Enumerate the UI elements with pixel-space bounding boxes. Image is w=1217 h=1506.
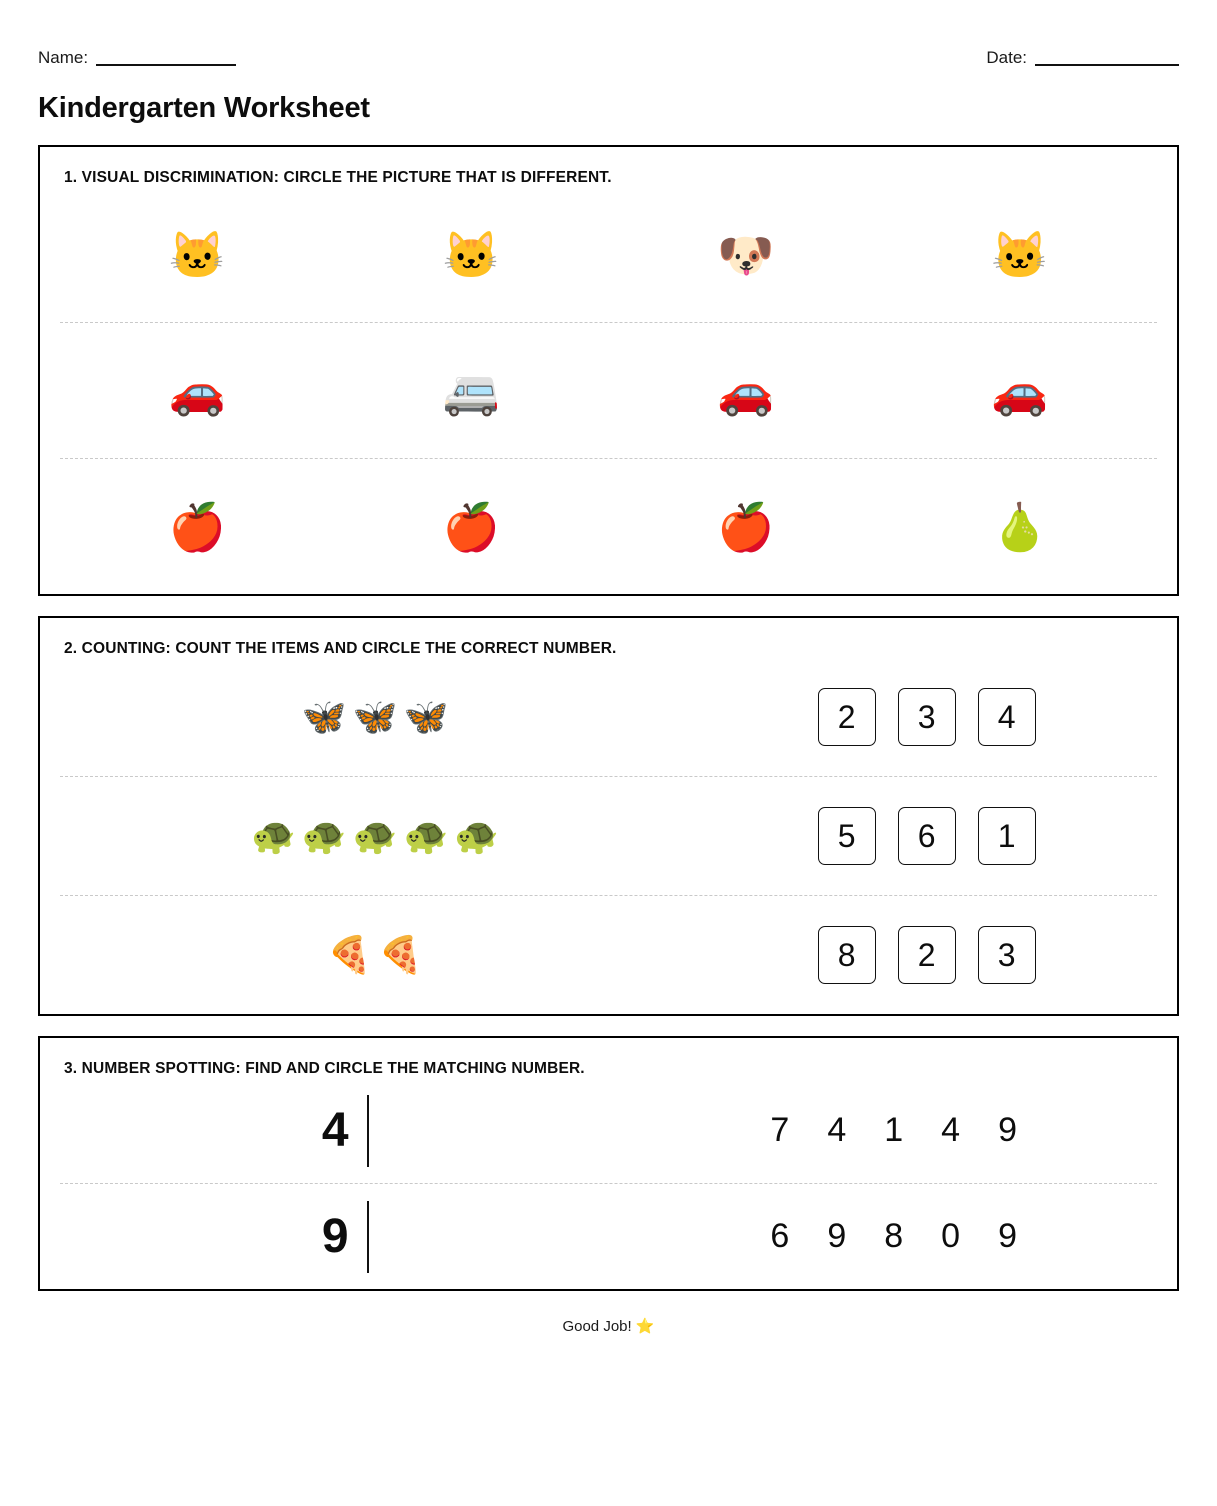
name-field-group: [38, 49, 236, 66]
counting-options: [696, 926, 1157, 984]
apple-icon[interactable]: 🍎: [168, 500, 226, 553]
name-date-row: [38, 0, 1179, 66]
footer: [38, 1291, 1179, 1335]
count-option-button[interactable]: 4: [978, 688, 1036, 746]
count-option-button[interactable]: 2: [898, 926, 956, 984]
target-number-group: [60, 1201, 630, 1273]
vd-row: [60, 322, 1157, 458]
car-icon[interactable]: 🚗: [168, 364, 226, 417]
cat-face-icon[interactable]: 🐱: [991, 228, 1049, 281]
counting-options: [696, 688, 1157, 746]
section-2-title: 2. COUNTING: COUNT THE ITEMS AND CIRCLE THE CORRECT NUMBER.: [64, 640, 617, 657]
count-option-button[interactable]: 2: [818, 688, 876, 746]
count-option-button[interactable]: 3: [978, 926, 1036, 984]
count-option-button[interactable]: 8: [818, 926, 876, 984]
date-field-group: [986, 49, 1179, 66]
target-number-group: [60, 1095, 630, 1167]
minibus-icon[interactable]: 🚐: [442, 364, 501, 417]
apple-icon[interactable]: 🍎: [442, 500, 501, 553]
number-sequence: [630, 1217, 1157, 1256]
car-icon[interactable]: 🚗: [991, 364, 1049, 417]
visual-discrimination-rows: [40, 187, 1177, 594]
sequence-number[interactable]: 9: [998, 1111, 1018, 1149]
sequence-number[interactable]: 7: [770, 1111, 790, 1149]
sequence-number[interactable]: 9: [998, 1217, 1018, 1255]
sequence-number[interactable]: 8: [884, 1217, 904, 1255]
sequence-number[interactable]: 6: [770, 1217, 790, 1255]
vertical-divider: [367, 1201, 369, 1273]
target-number: 9: [321, 1209, 349, 1263]
count-option-button[interactable]: 1: [978, 807, 1036, 865]
count-option-button[interactable]: 6: [898, 807, 956, 865]
count-option-button[interactable]: 3: [898, 688, 956, 746]
pizza-icon-group: 🍕🍕: [327, 934, 429, 975]
vertical-divider: [367, 1095, 369, 1167]
vd-row: [60, 458, 1157, 594]
turtle-icon-group: 🐢🐢🐢🐢🐢: [251, 815, 506, 856]
number-spotting-row: [60, 1078, 1157, 1183]
section-number-spotting: [38, 1036, 1179, 1291]
counting-row: [60, 658, 1157, 776]
name-write-line[interactable]: [96, 63, 236, 66]
dog-face-icon[interactable]: 🐶: [716, 228, 775, 281]
number-spotting-row: [60, 1183, 1157, 1289]
cat-face-icon[interactable]: 🐱: [442, 228, 501, 281]
sequence-number[interactable]: 4: [827, 1111, 847, 1149]
section-1-title: 1. VISUAL DISCRIMINATION: CIRCLE THE PICTURE THAT IS DIFFERENT.: [64, 169, 612, 186]
name-label: Name:: [38, 48, 89, 67]
vd-row: [60, 187, 1157, 322]
sequence-number[interactable]: 1: [884, 1111, 904, 1149]
footer-text: Good Job!: [562, 1318, 632, 1335]
star-icon: ⭐: [635, 1318, 655, 1335]
counting-row: [60, 895, 1157, 1014]
sequence-number[interactable]: 9: [827, 1217, 847, 1255]
counting-rows: [40, 658, 1177, 1014]
section-3-title: 3. NUMBER SPOTTING: FIND AND CIRCLE THE MATCHING NUMBER.: [64, 1060, 585, 1077]
date-write-line[interactable]: [1035, 63, 1179, 66]
page-title: Kindergarten Worksheet: [38, 92, 370, 124]
counting-row: [60, 776, 1157, 895]
butterfly-icon-group: 🦋🦋🦋: [301, 696, 455, 737]
sequence-number[interactable]: 0: [941, 1217, 961, 1255]
car-icon[interactable]: 🚗: [716, 364, 775, 417]
count-option-button[interactable]: 5: [818, 807, 876, 865]
number-spotting-rows: [40, 1078, 1177, 1289]
section-counting: [38, 616, 1179, 1016]
target-number: 4: [321, 1103, 349, 1157]
date-label: Date:: [986, 48, 1027, 67]
apple-icon[interactable]: 🍎: [716, 500, 775, 553]
sequence-number[interactable]: 4: [941, 1111, 961, 1149]
counting-options: [696, 807, 1157, 865]
number-sequence: [630, 1111, 1157, 1150]
cat-face-icon[interactable]: 🐱: [168, 228, 226, 281]
section-visual-discrimination: [38, 145, 1179, 596]
pear-icon[interactable]: 🍐: [991, 500, 1049, 553]
